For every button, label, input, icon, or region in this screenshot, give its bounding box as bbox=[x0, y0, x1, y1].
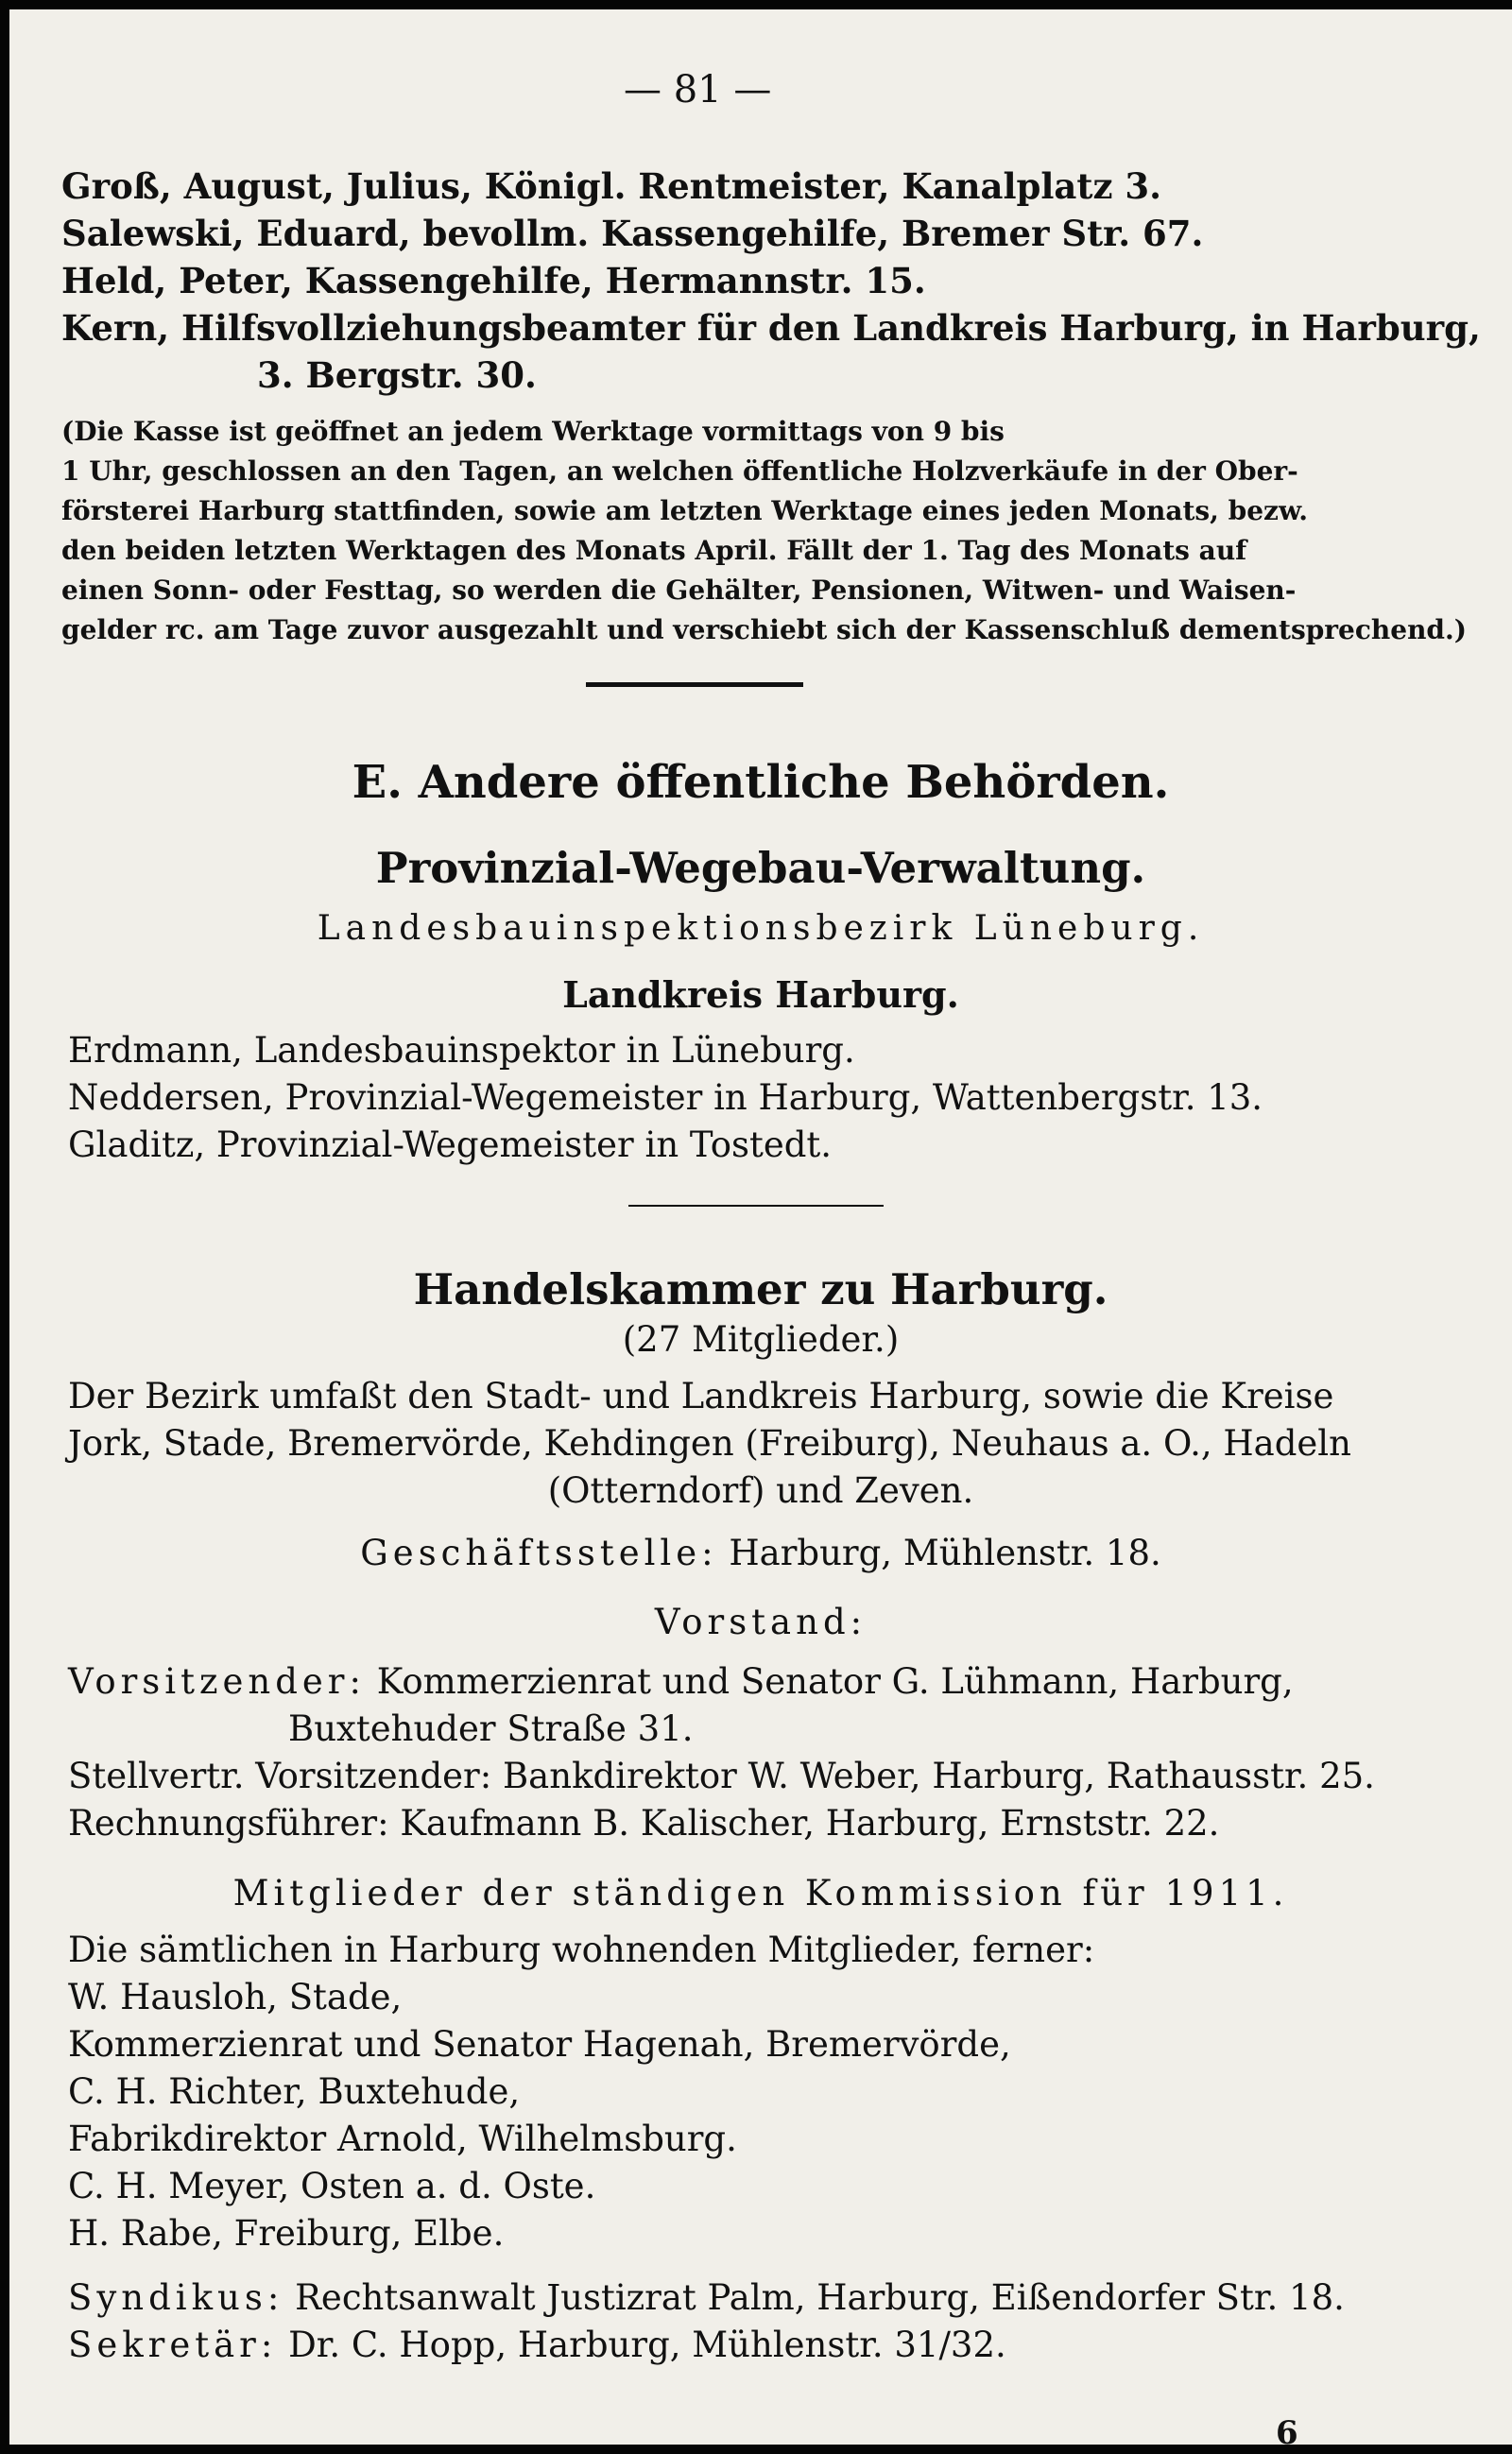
commission-line: C. H. Meyer, Osten a. d. Oste. bbox=[68, 2166, 596, 2206]
office-label: Geschäftsstelle: bbox=[360, 1533, 718, 1573]
bezirk-line: Der Bezirk umfaßt den Stadt- und Landkreis Harburg, sowie die Kreise bbox=[68, 1376, 1334, 1416]
bezirk-line: (Otterndorf) und Zeven. bbox=[547, 1470, 974, 1511]
board-role: Stellvertr. Vorsitzender: bbox=[68, 1756, 492, 1796]
board-line bbox=[68, 1661, 1294, 1702]
entry-line: Kern, Hilfsvollziehungsbeamter für den Landkreis Harburg, in Harburg, bbox=[61, 307, 1481, 349]
subsection-heading: Provinzial-Wegebau-Verwaltung. bbox=[375, 843, 1146, 893]
official-line: Erdmann, Landesbauinspektor in Lüneburg. bbox=[68, 1030, 855, 1071]
document-page bbox=[9, 9, 1512, 2445]
board-role: Vorsitzender: bbox=[68, 1661, 366, 1702]
entry-line-continuation: 3. Bergstr. 30. bbox=[257, 354, 537, 396]
note-line: gelder rc. am Tage zuvor ausgezahlt und verschiebt sich der Kassenschluß dementsprechend.) bbox=[61, 614, 1468, 645]
members-count: (27 Mitglieder.) bbox=[622, 1319, 900, 1360]
note-line: 1 Uhr, geschlossen an den Tagen, an welchen öffentliche Holzverkäufe in der Ober- bbox=[61, 455, 1298, 487]
note-line: försterei Harburg stattfinden, sowie am letzten Werktage eines jeden Monats, bezw. bbox=[61, 495, 1308, 526]
thin-divider bbox=[628, 1205, 884, 1207]
commission-line: H. Rabe, Freiburg, Elbe. bbox=[68, 2213, 505, 2254]
board-line-continuation: Buxtehuder Straße 31. bbox=[288, 1708, 694, 1749]
commission-line: C. H. Richter, Buxtehude, bbox=[68, 2071, 521, 2112]
syndikus-line bbox=[68, 2277, 1345, 2318]
note-line: den beiden letzten Werktagen des Monats April. Fällt der 1. Tag des Monats auf bbox=[61, 535, 1247, 566]
office-address: Harburg, Mühlenstr. 18. bbox=[729, 1533, 1161, 1573]
kreis-heading: Landkreis Harburg. bbox=[562, 973, 959, 1016]
commission-line: W. Hausloh, Stade, bbox=[68, 1977, 403, 2017]
official-line: Neddersen, Provinzial-Wegemeister in Harburg, Wattenbergstr. 13. bbox=[68, 1077, 1263, 1118]
commission-line: Die sämtlichen in Harburg wohnenden Mitglieder, ferner: bbox=[68, 1930, 1095, 1970]
note-line: (Die Kasse ist geöffnet an jedem Werktage vormittags von 9 bis bbox=[61, 416, 1005, 447]
commission-line: Fabrikdirektor Arnold, Wilhelmsburg. bbox=[68, 2119, 737, 2159]
board-member: Bankdirektor W. Weber, Harburg, Rathausstr. 25. bbox=[502, 1756, 1375, 1796]
syndikus-value: Rechtsanwalt Justizrat Palm, Harburg, Eißendorfer Str. 18. bbox=[295, 2277, 1345, 2318]
chamber-heading: Handelskammer zu Harburg. bbox=[413, 1264, 1108, 1314]
district-heading: Landesbauinspektionsbezirk Lüneburg. bbox=[317, 909, 1205, 948]
note-line: einen Sonn- oder Festtag, so werden die Gehälter, Pensionen, Witwen- und Waisen- bbox=[61, 575, 1297, 606]
signature-mark: 6 bbox=[1276, 2414, 1298, 2445]
bezirk-line: Jork, Stade, Bremervörde, Kehdingen (Freiburg), Neuhaus a. O., Hadeln bbox=[68, 1423, 1351, 1464]
board-heading: Vorstand: bbox=[654, 1602, 868, 1642]
sekretaer-line bbox=[68, 2325, 1006, 2365]
board-member: Kaufmann B. Kalischer, Harburg, Ernststr. 22. bbox=[400, 1803, 1220, 1844]
board-role: Rechnungsführer: bbox=[68, 1803, 389, 1844]
office-line bbox=[9, 1533, 1512, 1573]
board-member: Kommerzienrat und Senator G. Lühmann, Harburg, bbox=[376, 1661, 1294, 1702]
board-line bbox=[68, 1756, 1375, 1796]
entry-line: Held, Peter, Kassengehilfe, Hermannstr. 15. bbox=[61, 260, 926, 301]
commission-heading: Mitglieder der ständigen Kommission für 1911. bbox=[232, 1873, 1289, 1913]
syndikus-label: Syndikus: bbox=[68, 2277, 284, 2318]
board-line bbox=[68, 1803, 1219, 1844]
sekretaer-label: Sekretär: bbox=[68, 2325, 278, 2365]
sekretaer-value: Dr. C. Hopp, Harburg, Mühlenstr. 31/32. bbox=[288, 2325, 1006, 2365]
section-divider bbox=[586, 682, 803, 687]
official-line: Gladitz, Provinzial-Wegemeister in Tostedt. bbox=[68, 1124, 833, 1165]
page-number: — 81 — bbox=[624, 68, 772, 112]
section-heading: E. Andere öffentliche Behörden. bbox=[352, 756, 1170, 809]
entry-line: Salewski, Eduard, bevollm. Kassengehilfe, Bremer Str. 67. bbox=[61, 213, 1204, 254]
commission-line: Kommerzienrat und Senator Hagenah, Bremervörde, bbox=[68, 2024, 1011, 2065]
entry-line: Groß, August, Julius, Königl. Rentmeister, Kanalplatz 3. bbox=[61, 165, 1162, 207]
